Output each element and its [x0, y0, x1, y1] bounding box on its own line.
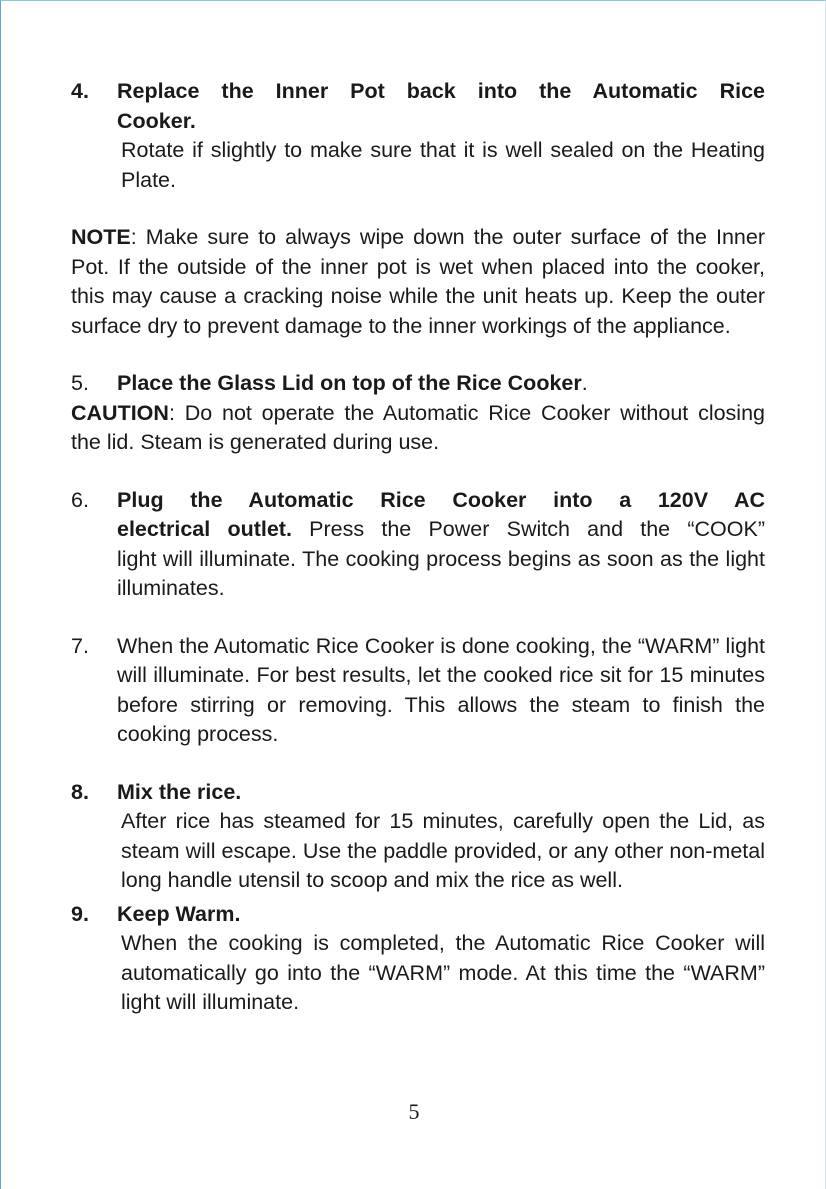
step-number: 9. — [71, 901, 89, 926]
step-heading: Replace the Inner Pot back into the Automatic Rice — [117, 79, 765, 103]
step-heading-cont: Cooker. — [117, 108, 196, 133]
page-content — [71, 77, 765, 1018]
step-heading-suffix: . — [581, 371, 588, 395]
step-4 — [71, 77, 765, 195]
caution-text: : Do not operate the Automatic Rice Cooker without closing the lid. Steam is generated during use. — [71, 400, 765, 454]
step-heading-cont: electrical outlet. — [117, 517, 292, 541]
step-number: 4. — [71, 79, 89, 103]
note-paragraph — [71, 223, 765, 341]
step-heading: Place the Glass Lid on top of the Rice Cooker — [117, 371, 582, 395]
step-number: 6. — [71, 487, 89, 512]
note-text: : Make sure to always wipe down the outer surface of the Inner Pot. If the outside of the inner pot is wet when placed into the cooker, this may cause a cracking noise while the unit heats up. Keep the outer surface dry to prevent damage to the inner workings of the appliance. — [71, 225, 765, 338]
step-heading: Plug the Automatic Rice Cooker into a 120V AC — [117, 487, 765, 512]
caution-paragraph — [71, 399, 765, 458]
step-number: 8. — [71, 779, 89, 804]
step-9 — [71, 900, 765, 1018]
step-number: 5. — [71, 371, 89, 395]
note-label: NOTE — [71, 225, 131, 249]
step-text: Rotate if slightly to make sure that it is well sealed on the Heating Plate. — [121, 138, 765, 192]
step-text: When the Automatic Rice Cooker is done cooking, the “WARM” light will illuminate. For best results, let the cooked rice sit for 15 minutes before stirring or removing. This allows the steam to finish the cooking process. — [117, 633, 765, 746]
step-text: light will illuminate. The cooking process begins as soon as the light illuminates. — [117, 546, 765, 600]
caution-label: CAUTION — [71, 400, 169, 425]
step-7 — [71, 632, 765, 750]
step-8 — [71, 778, 765, 896]
step-heading: Keep Warm. — [117, 901, 241, 926]
step-number: 7. — [71, 633, 89, 658]
step-text: When the cooking is completed, the Automatic Rice Cooker will automatically go into the “WARM” mode. At this time the “WARM” light will illuminate. — [121, 931, 765, 1014]
step-text: After rice has steamed for 15 minutes, carefully open the Lid, as steam will escape. Use the paddle provided, or any other non-metal long handle utensil to scoop and mix the rice as well. — [121, 809, 765, 892]
step-5 — [71, 369, 765, 399]
step-text-inline: Press the Power Switch and the “COOK” — [291, 517, 765, 541]
step-heading: Mix the rice. — [117, 779, 242, 804]
page-number: 5 — [408, 1099, 420, 1124]
step-6 — [71, 486, 765, 604]
